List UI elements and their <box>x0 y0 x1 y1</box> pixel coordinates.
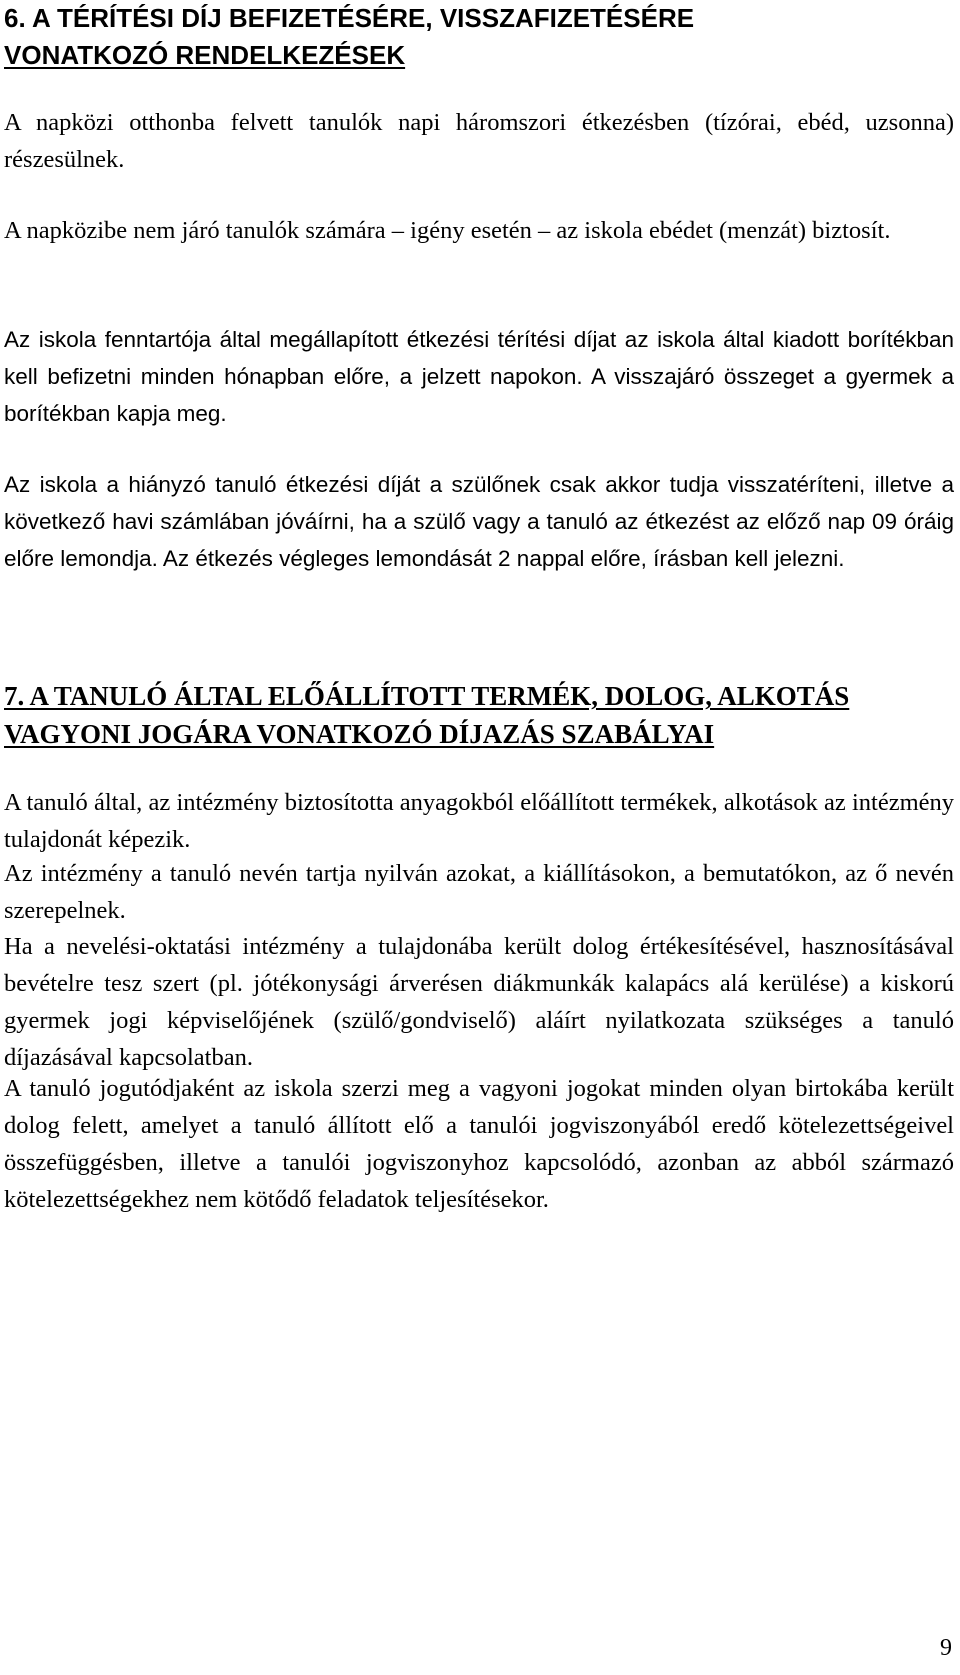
section-6-paragraph-2: A napközibe nem járó tanulók számára – igény esetén – az iskola ebédet (menzát) biztosít. <box>4 217 891 244</box>
section-6-paragraph-4: Az iskola a hiányzó tanuló étkezési díját a szülőnek csak akkor tudja visszatéríteni, illetve a következő havi számlában jóváírni, ha a szülő vagy a tanuló az étkezést az előző nap 09 óráig előre lemondja. Az étkezés végleges lemondását 2 nappal előre, írásban kell jelezni. <box>4 472 954 571</box>
section-7-heading-line-2: VAGYONI JOGÁRA VONATKOZÓ DÍJAZÁS SZABÁLYAI <box>4 719 715 749</box>
section-7-paragraph-1: A tanuló által, az intézmény biztosította anyagokból előállított termékek, alkotások az intézmény tulajdonát képezik. <box>4 789 954 853</box>
section-6-paragraph-1: A napközi otthonba felvett tanulók napi háromszori étkezésben (tízórai, ebéd, uzsonna) részesülnek. <box>4 109 954 173</box>
section-7-paragraph-4: A tanuló jogutódjaként az iskola szerzi meg a vagyoni jogokat minden olyan birtokába került dolog felett, amelyet a tanuló állított elő a tanulói jogviszonyából eredő kötelezettségeivel összefüggésben, illetve a tanulói jogviszonyhoz kapcsolódó, azonban az abból származó kötelezettségekhez nem kötődő feladatok teljesítésekor. <box>4 1075 954 1213</box>
section-7-paragraph-3: Ha a nevelési-oktatási intézmény a tulajdonába került dolog értékesítésével, hasznosításával bevételre tesz szert (pl. jótékonysági árverésen diákmunkák kalapács alá kerülése) a kiskorú gyermek jogi képviselőjének (szülő/gondviselő) aláírt nyilatkozata szükséges a tanuló díjazásával kapcsolatban. <box>4 933 954 1071</box>
section-7-paragraph-2: Az intézmény a tanuló nevén tartja nyilván azokat, a kiállításokon, a bemutatókon, az ő nevén szerepelnek. <box>4 860 954 924</box>
section-7-heading <box>4 677 954 753</box>
section-6-heading <box>4 0 954 74</box>
section-7-heading-line-1: 7. A TANULÓ ÁLTAL ELŐÁLLÍTOTT TERMÉK, DOLOG, ALKOTÁS <box>4 681 850 711</box>
section-6-heading-line-1: 6. A TÉRÍTÉSI DÍJ BEFIZETÉSÉRE, VISSZAFIZETÉSÉRE <box>4 3 695 33</box>
page-number: 9 <box>940 1635 952 1661</box>
section-6-heading-line-2: VONATKOZÓ RENDELKEZÉSEK <box>4 40 406 70</box>
section-6-paragraph-3: Az iskola fenntartója által megállapított étkezési térítési díjat az iskola által kiadott borítékban kell befizetni minden hónapban előre, a jelzett napokon. A visszajáró összeget a gyermek a borítékban kapja meg. <box>4 327 954 426</box>
